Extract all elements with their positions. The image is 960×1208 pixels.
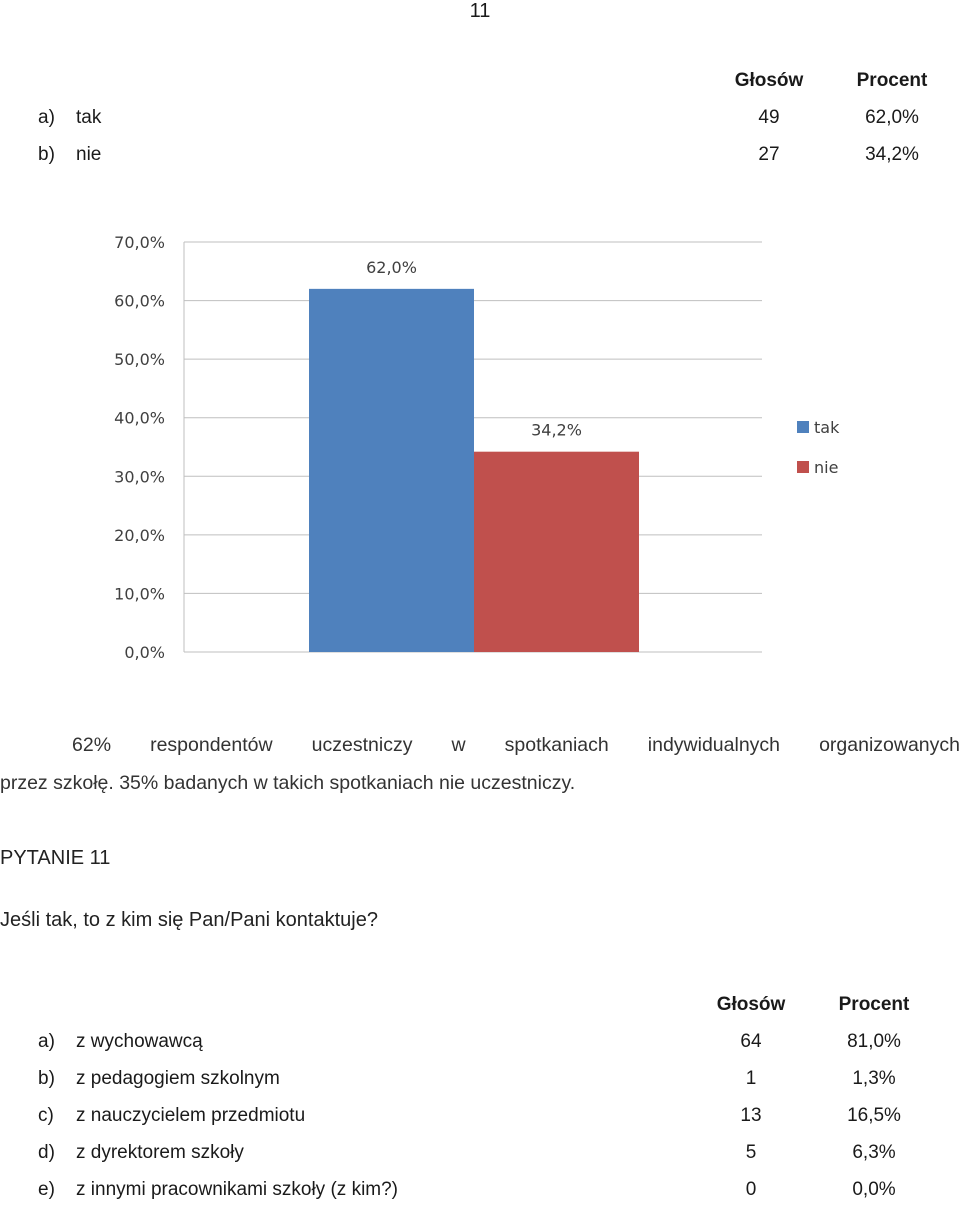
row-votes: 1 (745, 1068, 757, 1089)
row-label: z innymi pracownikami szkoły (z kim?) (76, 1179, 399, 1200)
row-label: z nauczycielem przedmiotu (76, 1105, 306, 1126)
row-label: z pedagogiem szkolnym (76, 1068, 280, 1089)
row-percent: 0,0% (852, 1179, 896, 1200)
header-spacer (76, 986, 692, 1023)
results-table-1 (38, 62, 956, 173)
table-row (38, 1171, 938, 1208)
header-percent: Procent (856, 70, 928, 91)
row-letter: b) (38, 1068, 55, 1089)
table-row (38, 1023, 938, 1060)
bar-chart (0, 225, 960, 675)
data-label-nie: 34,2% (531, 420, 582, 440)
legend-label-nie: nie (814, 458, 839, 477)
y-tick-label: 40,0% (114, 408, 165, 428)
summary-line-2: przez szkołę. 35% badanych w takich spotkaniach nie uczestniczy. (0, 772, 576, 794)
bar-tak (309, 289, 474, 652)
results-table-2 (38, 986, 938, 1208)
table-header-row (38, 986, 938, 1023)
question-heading: PYTANIE 11 (0, 847, 111, 869)
row-letter: a) (38, 1031, 55, 1052)
page-number: 11 (469, 0, 491, 22)
row-votes: 0 (745, 1179, 757, 1200)
row-votes: 64 (740, 1031, 762, 1052)
row-percent: 34,2% (865, 144, 919, 165)
header-spacer (38, 986, 76, 1023)
bar-nie (474, 452, 639, 652)
y-tick-label: 50,0% (114, 350, 165, 370)
summary-line-1: 62% respondentów uczestniczy w spotkaniach indywidualnych organizowanych (72, 734, 960, 756)
summary-paragraph (0, 726, 960, 802)
row-votes: 49 (758, 107, 780, 128)
row-percent: 81,0% (847, 1031, 901, 1052)
header-percent: Procent (838, 994, 910, 1015)
row-letter: e) (38, 1179, 55, 1200)
y-tick-label: 0,0% (124, 643, 165, 662)
data-label-tak: 62,0% (366, 257, 417, 277)
legend-label-tak: tak (814, 418, 840, 437)
row-votes: 27 (758, 144, 780, 165)
bar-chart-svg (0, 225, 960, 675)
table-row (38, 1134, 938, 1171)
legend-swatch-nie (797, 461, 809, 473)
row-label: tak (76, 107, 102, 128)
table-row (38, 1097, 938, 1134)
y-tick-label: 10,0% (114, 584, 165, 604)
row-percent: 62,0% (865, 107, 919, 128)
row-percent: 6,3% (852, 1142, 896, 1163)
question-text: Jeśli tak, to z kim się Pan/Pani kontaktuje? (0, 909, 378, 931)
header-spacer (76, 62, 710, 99)
header-votes: Głosów (716, 994, 786, 1015)
table-row (38, 1060, 938, 1097)
row-label: z wychowawcą (76, 1031, 203, 1052)
row-votes: 13 (740, 1105, 762, 1126)
row-label: nie (76, 144, 102, 165)
row-percent: 1,3% (852, 1068, 896, 1089)
y-tick-label: 60,0% (114, 291, 165, 311)
row-percent: 16,5% (847, 1105, 901, 1126)
table-row (38, 99, 956, 136)
y-tick-label: 70,0% (114, 233, 165, 252)
row-letter: c) (38, 1105, 54, 1126)
row-letter: d) (38, 1142, 55, 1163)
row-label: z dyrektorem szkoły (76, 1142, 244, 1163)
legend-swatch-tak (797, 421, 809, 433)
header-spacer (38, 62, 76, 99)
row-letter: a) (38, 107, 55, 128)
row-votes: 5 (745, 1142, 757, 1163)
header-votes: Głosów (734, 70, 804, 91)
y-tick-label: 20,0% (114, 525, 165, 545)
y-tick-label: 30,0% (114, 467, 165, 487)
table-header-row (38, 62, 956, 99)
row-letter: b) (38, 144, 55, 165)
table-row (38, 136, 956, 173)
